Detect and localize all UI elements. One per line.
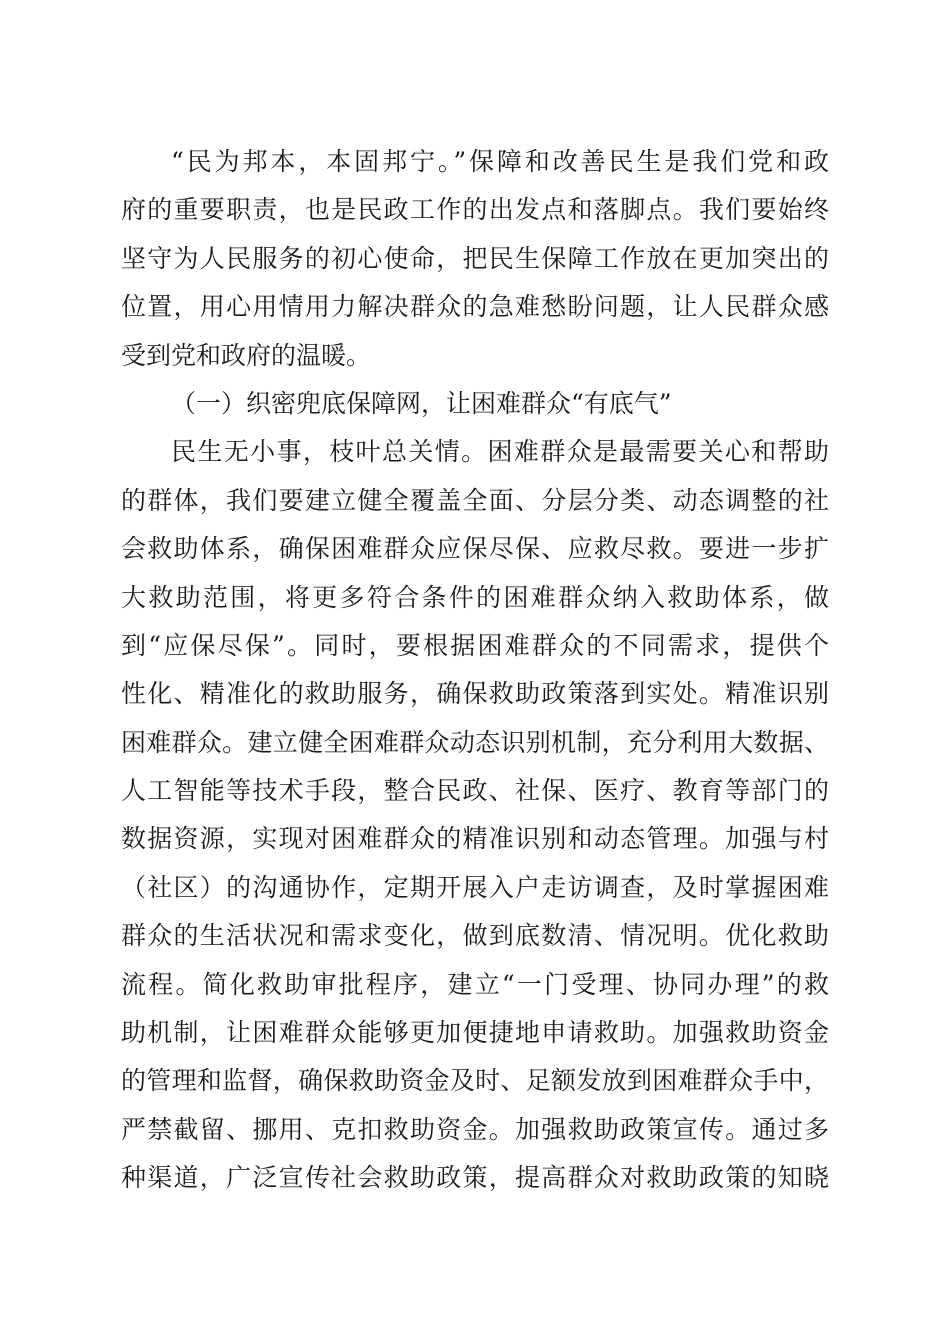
text-line: 会救助体系，确保困难群众应保尽保、应救尽救。要进一步扩	[121, 534, 829, 564]
text-line: 群众的生活状况和需求变化，做到底数清、情况明。优化救助	[121, 921, 829, 951]
text-line: 大救助范围，将更多符合条件的困难群众纳入救助体系，做	[121, 582, 829, 612]
text-line: 府的重要职责，也是民政工作的出发点和落脚点。我们要始终	[121, 195, 829, 225]
text-line: 人工智能等技术手段，整合民政、社保、医疗、教育等部门的	[121, 776, 829, 806]
text-line: 的群体，我们要建立健全覆盖全面、分层分类、动态调整的社	[121, 485, 829, 515]
text-line: 到“应保尽保”。同时，要根据困难群众的不同需求，提供个	[121, 630, 829, 660]
text-line: 受到党和政府的温暖。	[121, 340, 372, 370]
text-line: “民为邦本，本固邦宁。”保障和改善民生是我们党和政	[171, 147, 829, 176]
text-line: 位置，用心用情用力解决群众的急难愁盼问题，让人民群众感	[121, 292, 829, 322]
text-line: 助机制，让困难群众能够更加便捷地申请救助。加强救助资金	[121, 1018, 829, 1048]
text-line: 困难群众。建立健全困难群众动态识别机制，充分利用大数据、	[121, 727, 829, 757]
document-page	[121, 138, 829, 1203]
section-heading: （一）织密兜底保障网，让困难群众“有底气”	[171, 388, 672, 418]
text-line: 严禁截留、挪用、克扣救助资金。加强救助政策宣传。通过多	[121, 1114, 829, 1144]
text-line: 性化、精准化的救助服务，确保救助政策落到实处。精准识别	[121, 679, 829, 709]
text-line: 流程。简化救助审批程序，建立“一门受理、协同办理”的救	[121, 969, 829, 999]
paragraph-intro	[121, 138, 829, 380]
text-line: 数据资源，实现对困难群众的精准识别和动态管理。加强与村	[121, 824, 829, 854]
text-line: 民生无小事，枝叶总关情。困难群众是最需要关心和帮助	[171, 437, 829, 467]
text-line: （社区）的沟通协作，定期开展入户走访调查，及时掌握困难	[121, 872, 829, 902]
paragraph-body	[121, 428, 829, 1202]
text-line: 的管理和监督，确保救助资金及时、足额发放到困难群众手中，	[121, 1066, 829, 1096]
text-line: 坚守为人民服务的初心使命，把民生保障工作放在更加突出的	[121, 243, 829, 273]
text-line: 种渠道，广泛宣传社会救助政策，提高群众对救助政策的知晓	[121, 1163, 829, 1193]
